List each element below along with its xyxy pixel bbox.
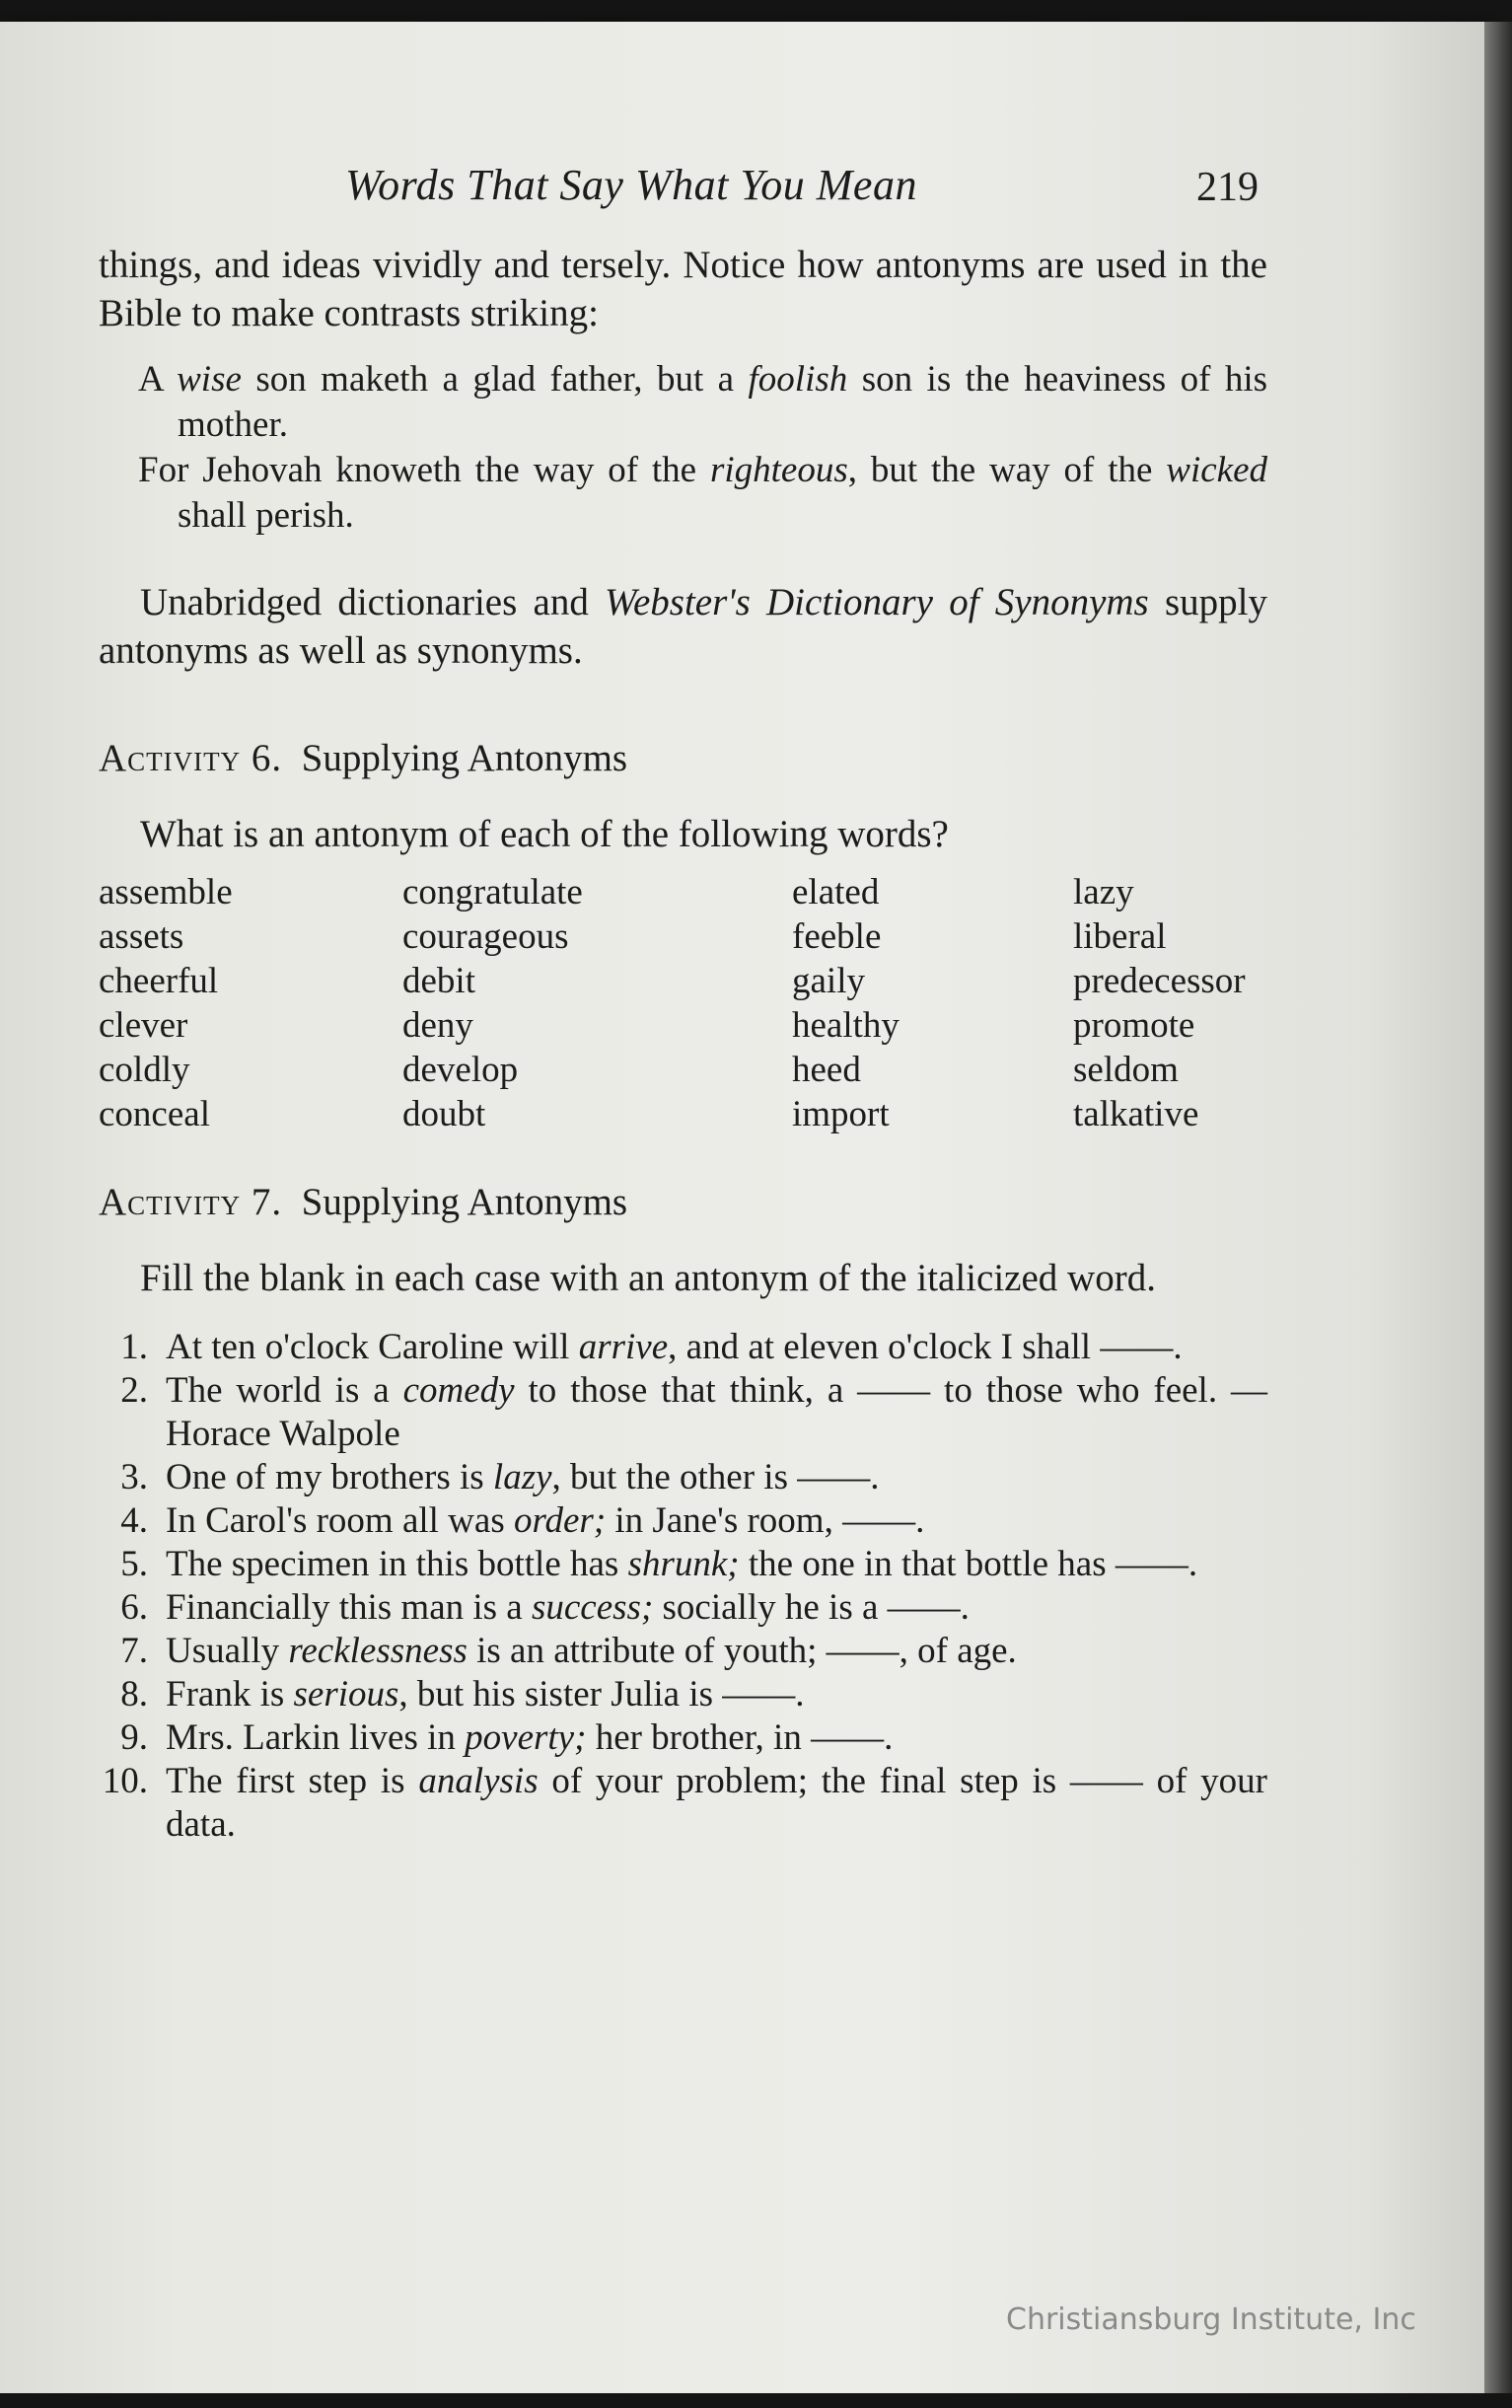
activity-title: Supplying Antonyms: [301, 1181, 628, 1223]
exercise-item: [99, 1326, 1267, 1369]
exercise-number: 9.: [120, 1717, 148, 1758]
exercise-text: is an attribute of youth; ——, of age.: [467, 1631, 1017, 1671]
quote-text: son maketh a glad father, but a: [241, 359, 749, 400]
word-item: promote: [1073, 1005, 1195, 1046]
quote-emphasis: wise: [177, 359, 242, 400]
book-spine-edge: [1484, 22, 1512, 2393]
exercise-text: , but the other is ——.: [551, 1457, 880, 1497]
quote-text: For Jehovah knoweth the way of the: [138, 450, 710, 490]
word-item: healthy: [792, 1005, 900, 1046]
exercise-text: In Carol's room all was: [166, 1500, 514, 1541]
word-item: debit: [402, 961, 475, 1001]
dictionaries-paragraph: [99, 578, 1267, 675]
exercise-emphasis: arrive: [578, 1327, 669, 1367]
exercise-number: 6.: [120, 1587, 148, 1628]
word-item: assemble: [99, 872, 233, 912]
exercise-emphasis: analysis: [418, 1761, 539, 1801]
activity-label: Activity 7.: [99, 1181, 283, 1223]
quote-emphasis: foolish: [748, 359, 848, 400]
activity-label: Activity 6.: [99, 737, 283, 779]
word-column: [99, 870, 233, 1136]
word-item: develop: [402, 1050, 519, 1090]
exercise-emphasis: poverty;: [465, 1717, 587, 1758]
activity-7-heading: [99, 1178, 1267, 1226]
word-column: [402, 870, 583, 1136]
exercise-text: The first step is: [166, 1761, 419, 1801]
book-page: [0, 22, 1484, 2393]
quote-text: , but the way of the: [847, 450, 1167, 490]
exercise-list: [99, 1326, 1267, 1847]
word-item: predecessor: [1073, 961, 1246, 1001]
activity-title: Supplying Antonyms: [301, 737, 628, 779]
quote-text: shall perish.: [178, 495, 354, 536]
intro-paragraph: things, and ideas vividly and tersely. Notice how antonyms are used in the Bible to make contrasts striking:: [99, 244, 1267, 334]
exercise-item: [99, 1673, 1267, 1716]
activity-6-heading: [99, 734, 1267, 782]
exercise-emphasis: serious: [293, 1674, 399, 1715]
word-item: seldom: [1073, 1050, 1179, 1090]
exercise-text: One of my brothers is: [166, 1457, 493, 1497]
quote-text: son is the heaviness of his mother.: [178, 359, 1267, 445]
activity-6-instruction: What is an antonym of each of the following words?: [140, 813, 949, 855]
exercise-emphasis: comedy: [402, 1370, 515, 1411]
word-item: assets: [99, 916, 184, 957]
quote-text: A: [138, 359, 178, 400]
exercise-text: The specimen in this bottle has: [166, 1544, 628, 1584]
exercise-number: 10.: [102, 1761, 148, 1801]
scan-bottom-border: [0, 2393, 1512, 2408]
exercise-text: the one in that bottle has ——.: [739, 1544, 1198, 1584]
page-body: [99, 241, 1267, 1847]
exercise-item: [99, 1456, 1267, 1499]
word-item: congratulate: [402, 872, 583, 912]
word-item: heed: [792, 1050, 861, 1090]
exercise-number: 7.: [120, 1631, 148, 1671]
exercise-item: [99, 1369, 1267, 1456]
bible-quotes: [99, 357, 1267, 539]
word-item: clever: [99, 1005, 188, 1046]
exercise-text: Frank is: [166, 1674, 294, 1715]
bible-quote: [99, 357, 1267, 448]
antonym-word-grid: [99, 870, 1267, 1134]
word-item: gaily: [792, 961, 865, 1001]
quote-emphasis: righteous: [709, 450, 848, 490]
exercise-item: [99, 1630, 1267, 1673]
word-item: import: [792, 1094, 890, 1134]
word-item: lazy: [1073, 872, 1134, 912]
exercise-emphasis: shrunk;: [627, 1544, 740, 1584]
exercise-emphasis: lazy: [492, 1457, 552, 1497]
book-title-emphasis: Webster's Dictionary of Synonyms: [605, 581, 1149, 623]
exercise-text: Usually: [166, 1631, 289, 1671]
quote-emphasis: wicked: [1166, 450, 1267, 490]
exercise-number: 5.: [120, 1544, 148, 1584]
exercise-text: At ten o'clock Caroline will: [166, 1327, 579, 1367]
exercise-emphasis: recklessness: [288, 1631, 468, 1671]
exercise-text: , but his sister Julia is ——.: [398, 1674, 805, 1715]
exercise-emphasis: order;: [513, 1500, 607, 1541]
word-item: deny: [402, 1005, 473, 1046]
word-item: coldly: [99, 1050, 190, 1090]
exercise-text: The world is a: [166, 1370, 403, 1411]
exercise-text: her brother, in ——.: [586, 1717, 894, 1758]
exercise-number: 8.: [120, 1674, 148, 1715]
exercise-item: [99, 1499, 1267, 1543]
word-column: [1073, 870, 1246, 1136]
scan-top-border: [0, 0, 1512, 22]
running-head: [0, 160, 1484, 219]
exercise-text: socially he is a ——.: [653, 1587, 970, 1628]
exercise-emphasis: success;: [531, 1587, 654, 1628]
exercise-number: 1.: [120, 1327, 148, 1367]
word-item: cheerful: [99, 961, 219, 1001]
word-item: elated: [792, 872, 880, 912]
watermark: Christiansburg Institute, Inc: [1006, 2302, 1416, 2337]
running-title: Words That Say What You Mean: [345, 161, 917, 209]
exercise-item: [99, 1716, 1267, 1760]
exercise-text: of your problem; the final step is —— of your data.: [166, 1761, 1268, 1845]
exercise-item: [99, 1760, 1267, 1847]
exercise-number: 3.: [120, 1457, 148, 1497]
exercise-number: 2.: [120, 1370, 148, 1411]
word-item: courageous: [402, 916, 569, 957]
exercise-item: [99, 1543, 1267, 1586]
word-column: [792, 870, 900, 1136]
exercise-text: Mrs. Larkin lives in: [166, 1717, 466, 1758]
exercise-number: 4.: [120, 1500, 148, 1541]
page-number: 219: [1196, 165, 1259, 210]
word-item: conceal: [99, 1094, 210, 1134]
paragraph-text: Unabridged dictionaries and: [140, 581, 606, 623]
exercise-text: Financially this man is a: [166, 1587, 532, 1628]
exercise-item: [99, 1586, 1267, 1630]
word-item: feeble: [792, 916, 882, 957]
bible-quote: [99, 448, 1267, 539]
exercise-text: to those that think, a —— to those who feel. — Horace Walpole: [166, 1370, 1267, 1454]
exercise-text: in Jane's room, ——.: [606, 1500, 925, 1541]
word-item: liberal: [1073, 916, 1167, 957]
exercise-text: , and at eleven o'clock I shall ——.: [668, 1327, 1183, 1367]
word-item: doubt: [402, 1094, 486, 1134]
word-item: talkative: [1073, 1094, 1199, 1134]
activity-7-instruction: Fill the blank in each case with an antonym of the italicized word.: [140, 1257, 1156, 1299]
paragraph-text: supply antonyms as well as synonyms.: [99, 581, 1267, 672]
